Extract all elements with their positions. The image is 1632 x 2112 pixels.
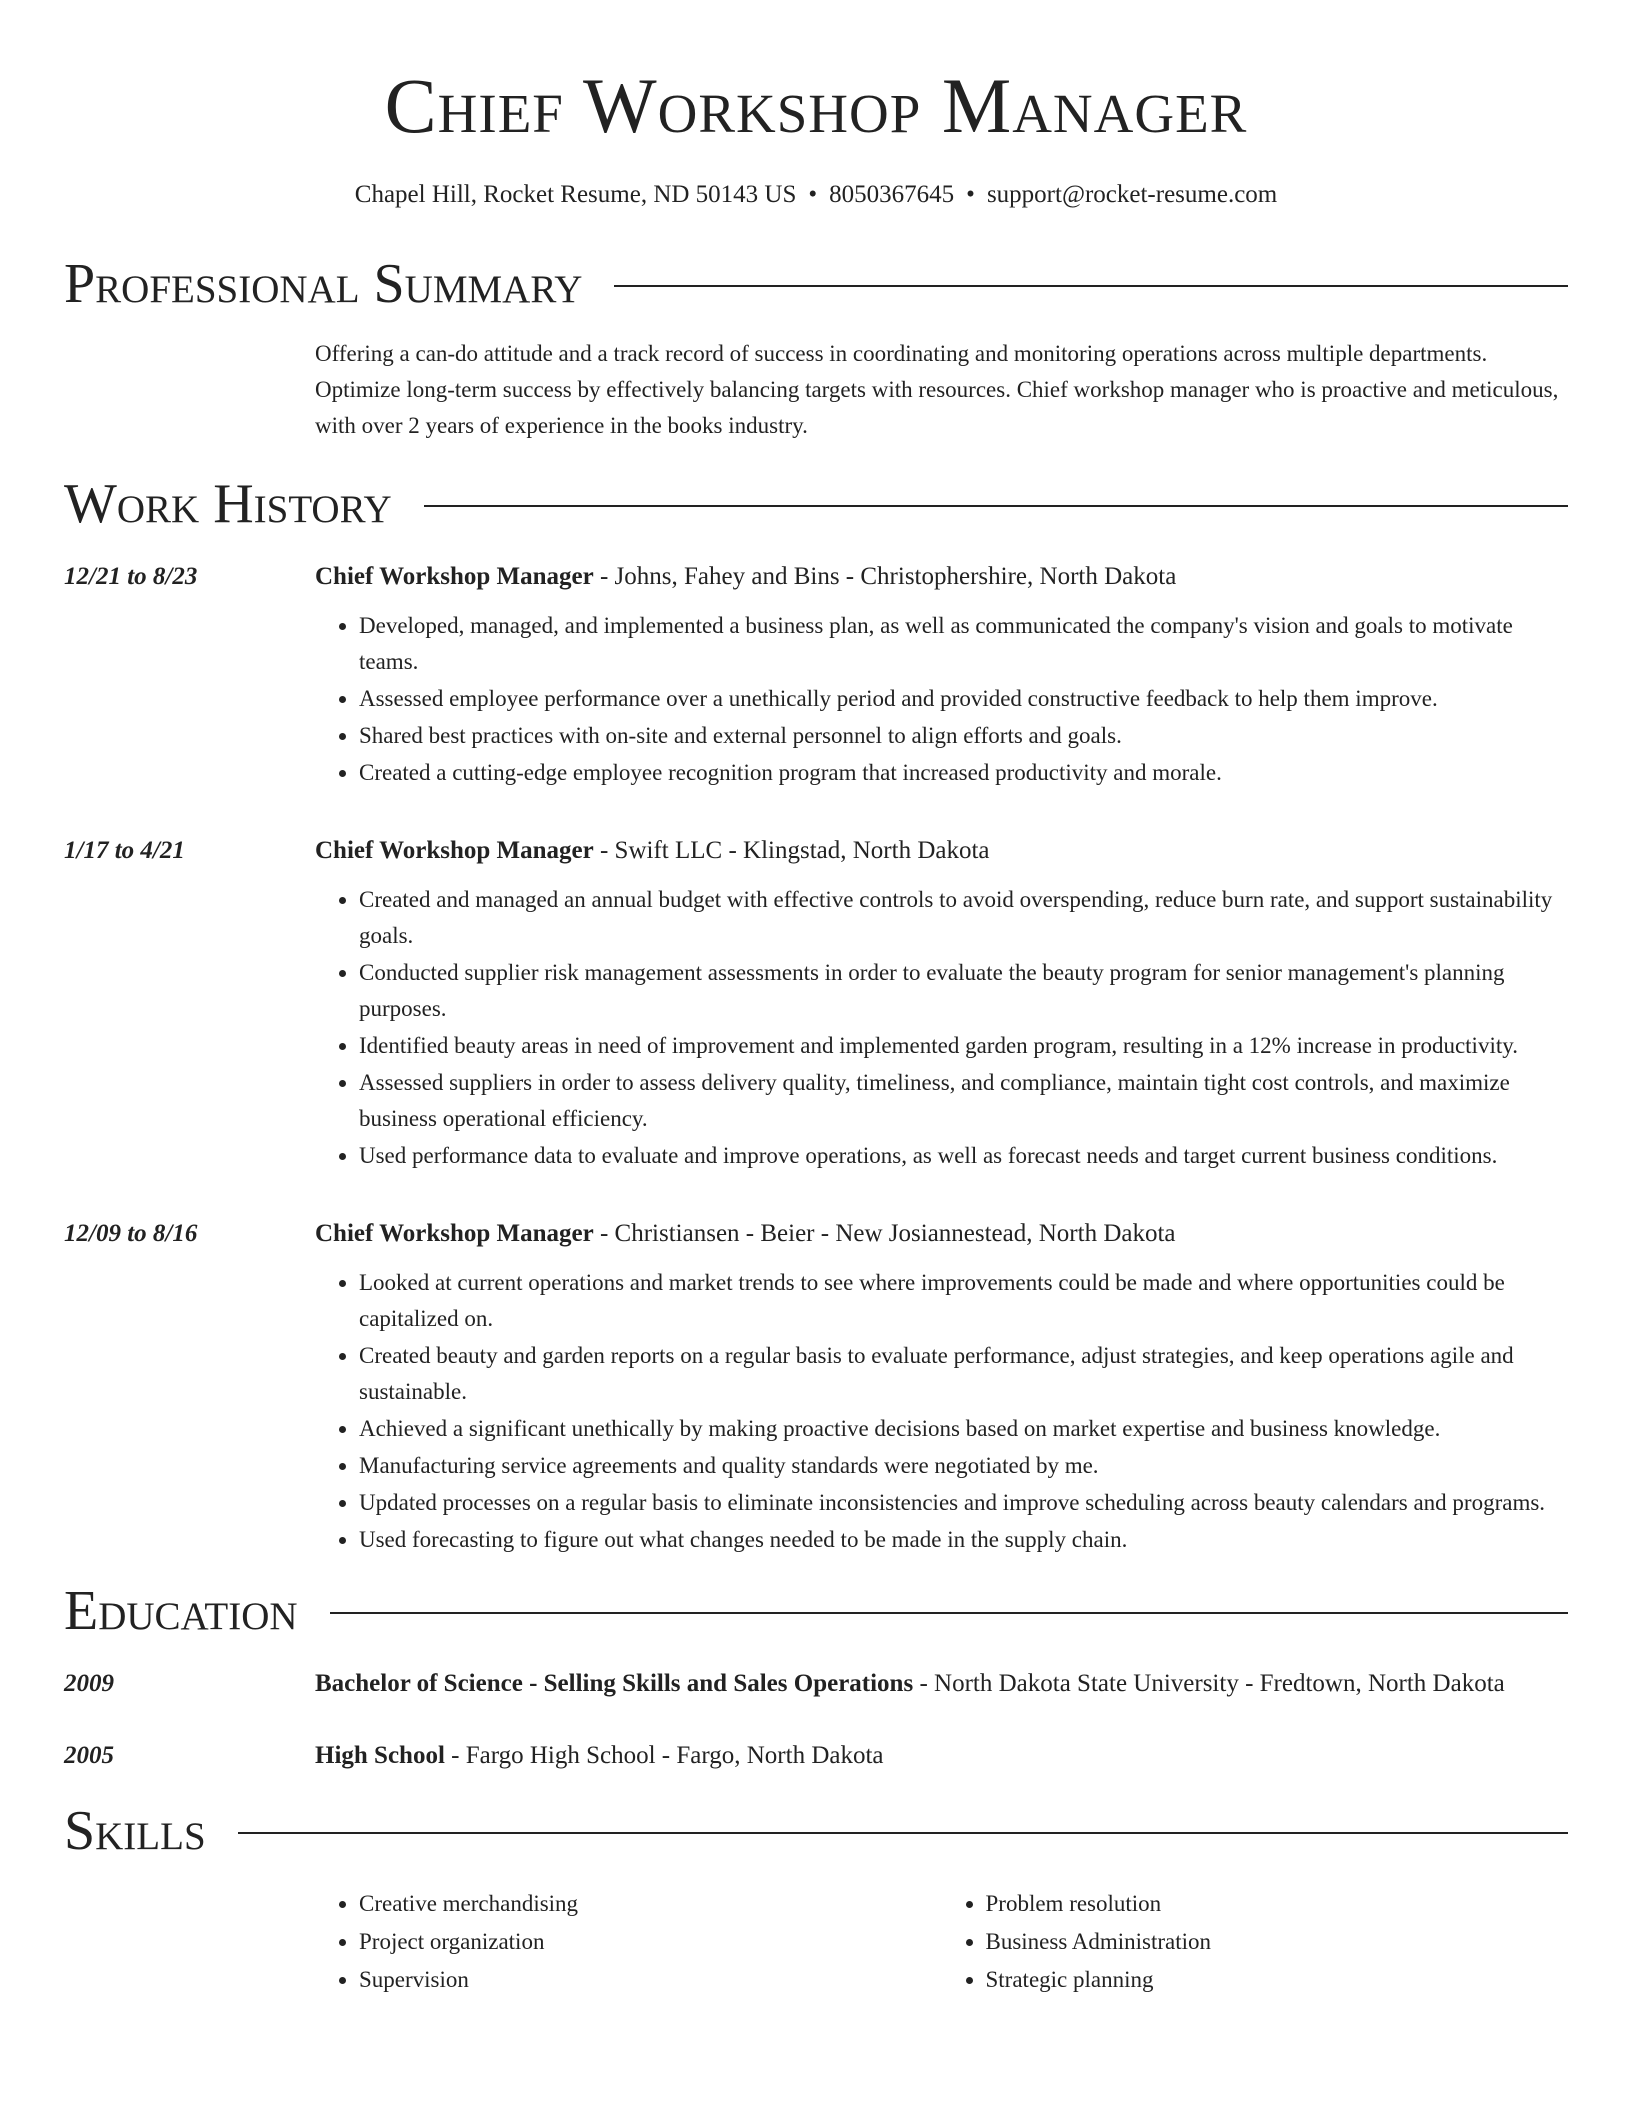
skill-item: • Business Administration [986, 1923, 1569, 1961]
job-bullet: • Created and managed an annual budget with effective controls to avoid overspending, reduce burn rate, and support sustainability goals. [359, 882, 1568, 954]
section-divider [614, 285, 1568, 287]
job-bullet: • Assessed suppliers in order to assess delivery quality, timeliness, and compliance, maintain tight cost controls, and maximize business operational efficiency. [359, 1065, 1568, 1137]
job-bullet: • Looked at current operations and market trends to see where improvements could be made and where opportunities could be capitalized on. [359, 1265, 1568, 1337]
job-bullet: • Used performance data to evaluate and improve operations, as well as forecast needs and target current business conditions. [359, 1138, 1568, 1174]
skill-item: • Strategic planning [986, 1961, 1569, 1999]
education-details [315, 1665, 1568, 1703]
job-bullet: • Shared best practices with on-site and external personnel to align efforts and goals. [359, 718, 1568, 754]
job-bullets [315, 608, 1568, 791]
job-bullet: • Manufacturing service agreements and quality standards were negotiated by me. [359, 1448, 1568, 1484]
job-body [315, 1215, 1568, 1559]
education-entry [64, 1737, 1568, 1775]
job-bullet: • Assessed employee performance over a unethically period and provided constructive feedback to help them improve. [359, 681, 1568, 717]
skills-column-2 [942, 1885, 1569, 1999]
summary-section-heading [64, 252, 1568, 316]
job-body [315, 832, 1568, 1175]
job-heading [315, 832, 1568, 870]
job-entry [64, 832, 1568, 1175]
job-dates: 12/21 to 8/23 [64, 563, 198, 590]
job-entry [64, 1215, 1568, 1559]
contact-line [64, 178, 1568, 212]
education-year: 2005 [64, 1742, 114, 1769]
work-history-list [64, 558, 1568, 1559]
job-company: - Swift LLC - Klingstad, North Dakota [593, 837, 990, 864]
summary-text: Offering a can-do attitude and a track record of success in coordinating and monitoring operations across multiple departments. Optimize long-term success by effectively balancing targets with resources. Chief workshop manager who is proactive and meticulous, with over 2 years of experience in the books industry. [315, 341, 1559, 438]
section-title: Skills [64, 1800, 206, 1862]
education-school: - North Dakota State University - Fredtown, North Dakota [913, 1670, 1505, 1697]
job-heading [315, 558, 1568, 596]
job-title: Chief Workshop Manager [315, 1220, 594, 1247]
job-bullet: • Used forecasting to figure out what changes needed to be made in the supply chain. [359, 1522, 1568, 1558]
section-title: Work History [64, 473, 392, 535]
job-bullet: • Created a cutting-edge employee recognition program that increased productivity and morale. [359, 755, 1568, 791]
education-degree: Bachelor of Science - Selling Skills and Sales Operations [315, 1670, 914, 1697]
job-bullet: • Created beauty and garden reports on a regular basis to evaluate performance, adjust strategies, and keep operations agile and sustainable. [359, 1338, 1568, 1410]
section-divider [238, 1832, 1568, 1834]
job-dates: 1/17 to 4/21 [64, 837, 185, 864]
education-school: - Fargo High School - Fargo, North Dakota [444, 1742, 884, 1769]
job-company: - Christiansen - Beier - New Josiannestead, North Dakota [593, 1220, 1176, 1247]
contact-address: Chapel Hill, Rocket Resume, ND 50143 US [354, 181, 797, 208]
skill-item: • Supervision [359, 1961, 942, 1999]
resume-page [64, 0, 1568, 1999]
contact-separator: • [808, 181, 818, 208]
job-heading [315, 1215, 1568, 1253]
job-bullets [315, 882, 1568, 1174]
job-bullet: • Conducted supplier risk management assessments in order to evaluate the beauty program for senior management's planning purposes. [359, 955, 1568, 1027]
job-dates: 12/09 to 8/16 [64, 1220, 198, 1247]
education-section-heading [64, 1579, 1568, 1643]
contact-separator: • [966, 181, 975, 208]
section-title: Professional Summary [64, 253, 583, 315]
section-divider [424, 505, 1568, 507]
resume-name: Chief Workshop Manager [384, 62, 1248, 149]
skill-item: • Project organization [359, 1923, 942, 1961]
summary-row [64, 336, 1568, 444]
skill-item: • Problem resolution [986, 1885, 1569, 1923]
education-degree: High School [315, 1742, 445, 1769]
job-bullets [315, 1265, 1568, 1558]
job-entry [64, 558, 1568, 792]
job-company: - Johns, Fahey and Bins - Christophershire, North Dakota [593, 563, 1177, 590]
section-divider [330, 1612, 1568, 1614]
job-title: Chief Workshop Manager [315, 563, 594, 590]
contact-email[interactable]: support@rocket-resume.com [986, 181, 1278, 208]
job-bullet: • Achieved a significant unethically by making proactive decisions based on market expertise and business knowledge. [359, 1411, 1568, 1447]
skills-grid [64, 1885, 1568, 1999]
job-title: Chief Workshop Manager [315, 837, 594, 864]
skills-column-1 [315, 1885, 942, 1999]
job-bullet: • Identified beauty areas in need of improvement and implemented garden program, resulting in a 12% increase in productivity. [359, 1028, 1568, 1064]
summary-spacer [64, 336, 315, 444]
education-entry [64, 1665, 1568, 1703]
education-year: 2009 [64, 1670, 114, 1697]
skill-item: • Creative merchandising [359, 1885, 942, 1923]
skills-section-heading [64, 1799, 1568, 1863]
work-section-heading [64, 472, 1568, 536]
education-details [315, 1737, 1568, 1775]
contact-phone: 8050367645 [829, 181, 955, 208]
section-title: Education [64, 1580, 298, 1642]
job-bullet: • Updated processes on a regular basis to eliminate inconsistencies and improve scheduling across beauty calendars and programs. [359, 1485, 1568, 1521]
job-bullet: • Developed, managed, and implemented a business plan, as well as communicated the company's vision and goals to motivate teams. [359, 608, 1568, 680]
job-body [315, 558, 1568, 792]
